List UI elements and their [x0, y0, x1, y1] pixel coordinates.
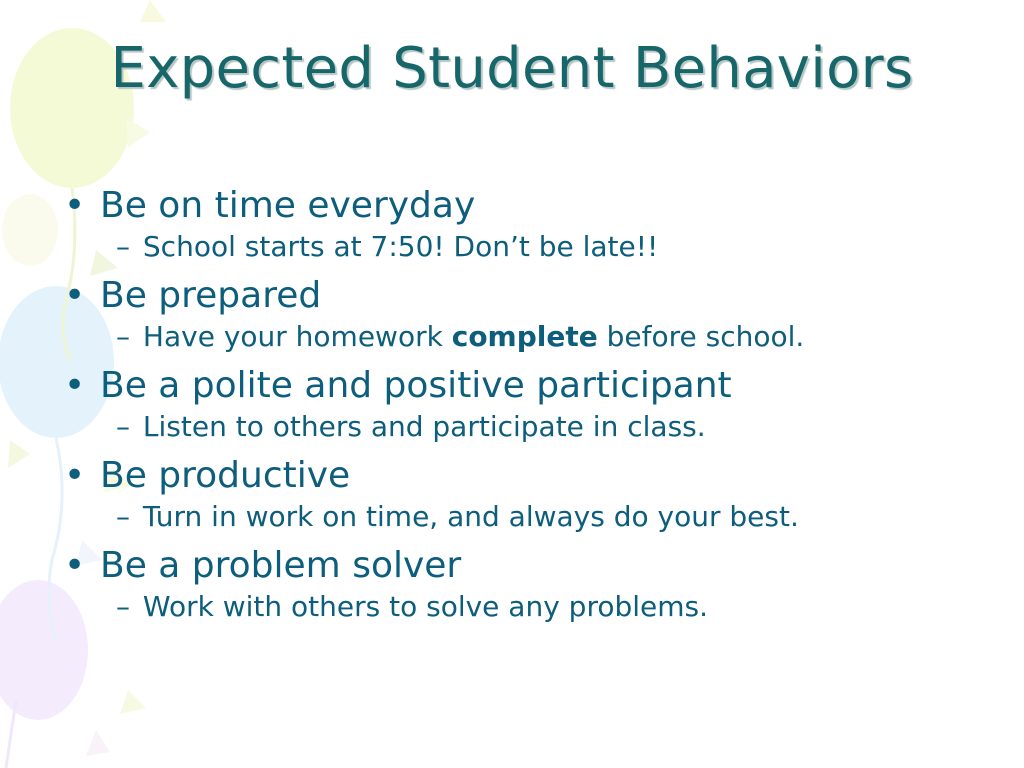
bullet-heading-text: Be a polite and positive participant	[100, 365, 732, 406]
sub-bullet-text: Listen to others and participate in class.	[142, 410, 706, 443]
sub-bullet-bold-text: complete	[451, 320, 598, 353]
bullet-heading	[64, 453, 994, 499]
list-item	[64, 273, 994, 363]
dash-icon: –	[116, 410, 130, 443]
sub-bullet	[64, 229, 994, 265]
sub-bullet-text-after: before school.	[606, 320, 805, 353]
bullet-heading	[64, 543, 994, 589]
dash-icon: –	[116, 320, 130, 353]
list-item	[64, 363, 994, 453]
sub-bullet	[64, 499, 994, 535]
sub-bullet	[64, 589, 994, 625]
dash-icon: –	[116, 590, 130, 623]
sub-bullet-text: School starts at 7:50! Don’t be late!!	[142, 230, 659, 263]
bullet-icon: •	[64, 185, 86, 226]
sub-bullet-text: Work with others to solve any problems.	[142, 590, 709, 623]
bullet-list	[64, 183, 994, 633]
bullet-heading	[64, 273, 994, 319]
sub-bullet	[64, 409, 994, 445]
bullet-heading-text: Be a problem solver	[100, 545, 462, 586]
bullet-icon: •	[64, 545, 86, 586]
dash-icon: –	[116, 500, 130, 533]
bullet-heading-text: Be on time everyday	[100, 185, 476, 226]
bullet-icon: •	[64, 365, 86, 406]
bullet-icon: •	[64, 455, 86, 496]
bullet-icon: •	[64, 275, 86, 316]
bullet-heading	[64, 183, 994, 229]
sub-bullet-text: Turn in work on time, and always do your best.	[142, 500, 799, 533]
bullet-heading-text: Be productive	[100, 455, 351, 496]
dash-icon: –	[116, 230, 130, 263]
bullet-heading-text: Be prepared	[100, 275, 322, 316]
list-item	[64, 183, 994, 273]
slide-title: Expected Student Behaviors	[110, 36, 914, 101]
list-item	[64, 453, 994, 543]
list-item	[64, 543, 994, 633]
sub-bullet-text-before: Have your homework	[142, 320, 443, 353]
bullet-heading	[64, 363, 994, 409]
sub-bullet	[64, 319, 994, 355]
